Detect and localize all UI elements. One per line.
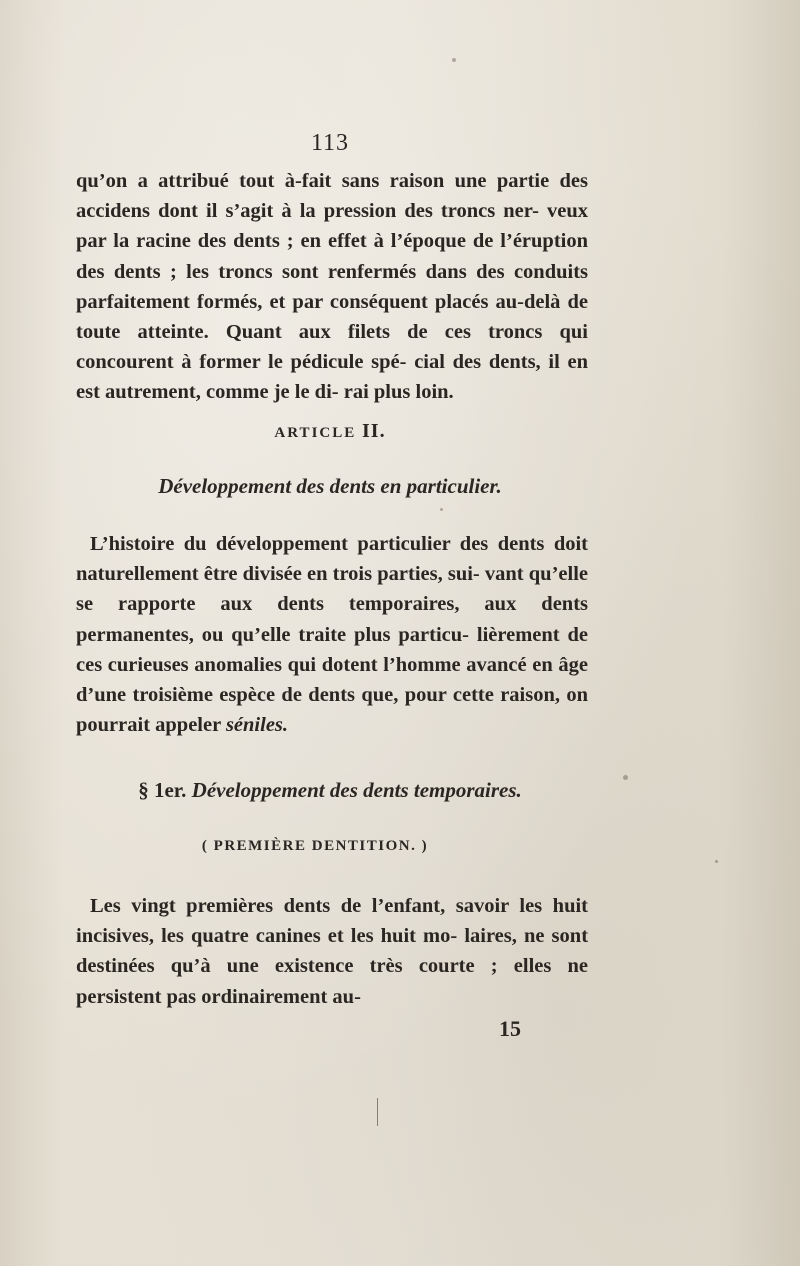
- article-heading: [200, 420, 460, 443]
- text-line: doit naturellement être divisée en trois parties, sui-: [76, 533, 588, 586]
- paper-speck: [440, 508, 443, 511]
- subsection-title: [90, 778, 570, 803]
- text-line: dents permanentes, ou qu’elle traite plus particu-: [76, 593, 589, 646]
- text-line: l’homme avancé en âge d’une troisième espèce de: [76, 653, 589, 707]
- text-line: vant qu’elle se rapporte aux dents temporaires, aux: [76, 563, 588, 616]
- text-line: ces troncs qui concourent à former le pédicule spé-: [76, 321, 588, 374]
- paper-speck: [452, 58, 456, 62]
- paragraph-first-teeth: [76, 891, 588, 1012]
- page-number: 113: [310, 130, 350, 156]
- paragraph-continuation: [76, 166, 588, 408]
- text-line: dents que, pour cette raison, on pourrait appeler: [76, 684, 588, 737]
- paragraph-text: [76, 166, 588, 408]
- article-number: II.: [362, 420, 386, 442]
- paragraph-text: [76, 891, 588, 1012]
- text-line: accidens dont il s’agit à la pression des troncs ner-: [76, 200, 539, 223]
- subsection-text: Développement des dents temporaires.: [191, 778, 522, 802]
- dentition-heading: ( PREMIÈRE DENTITION. ): [201, 838, 429, 854]
- text-line: l’éruption des dents ; les troncs sont renfermés dans: [76, 230, 588, 283]
- text-line: les huit incisives, les quatre canines et les huit mo-: [76, 895, 588, 948]
- text-line: des conduits parfaitement formés, et par conséquent: [76, 260, 588, 313]
- text-line: qu’on a attribué tout à-fait sans raison une partie des: [76, 170, 588, 192]
- paper-mark: [377, 1098, 378, 1126]
- text-line: courte ; elles ne persistent pas ordinairement au-: [76, 955, 589, 1008]
- italic-word: séniles.: [225, 714, 289, 737]
- text-line: Les vingt premières dents de l’enfant, savoir: [90, 895, 509, 917]
- section-mark: § 1er.: [138, 778, 187, 802]
- text-line: L’histoire du développement particulier des dents: [90, 533, 545, 555]
- text-line: lièrement de ces curieuses anomalies qui dotent: [76, 623, 588, 676]
- text-line: placés au-delà de toute atteinte. Quant aux filets de: [76, 290, 589, 344]
- text-line: rai plus loin.: [343, 381, 454, 404]
- paragraph-history: [76, 529, 588, 740]
- section-title: Développement des dents en particulier.: [158, 474, 502, 498]
- paper-speck: [623, 775, 628, 780]
- signature-mark: 15: [499, 1016, 521, 1041]
- paper-speck: [715, 860, 718, 863]
- paragraph-text: [76, 529, 588, 740]
- article-label: ARTICLE: [274, 425, 357, 441]
- text-line: cial des dents, il en est autrement, comme je le di-: [76, 351, 588, 404]
- text-line: laires, ne sont destinées qu’à une existence très: [76, 925, 589, 978]
- text-line: veux par la racine des dents ; en effet à l’époque de: [76, 200, 588, 253]
